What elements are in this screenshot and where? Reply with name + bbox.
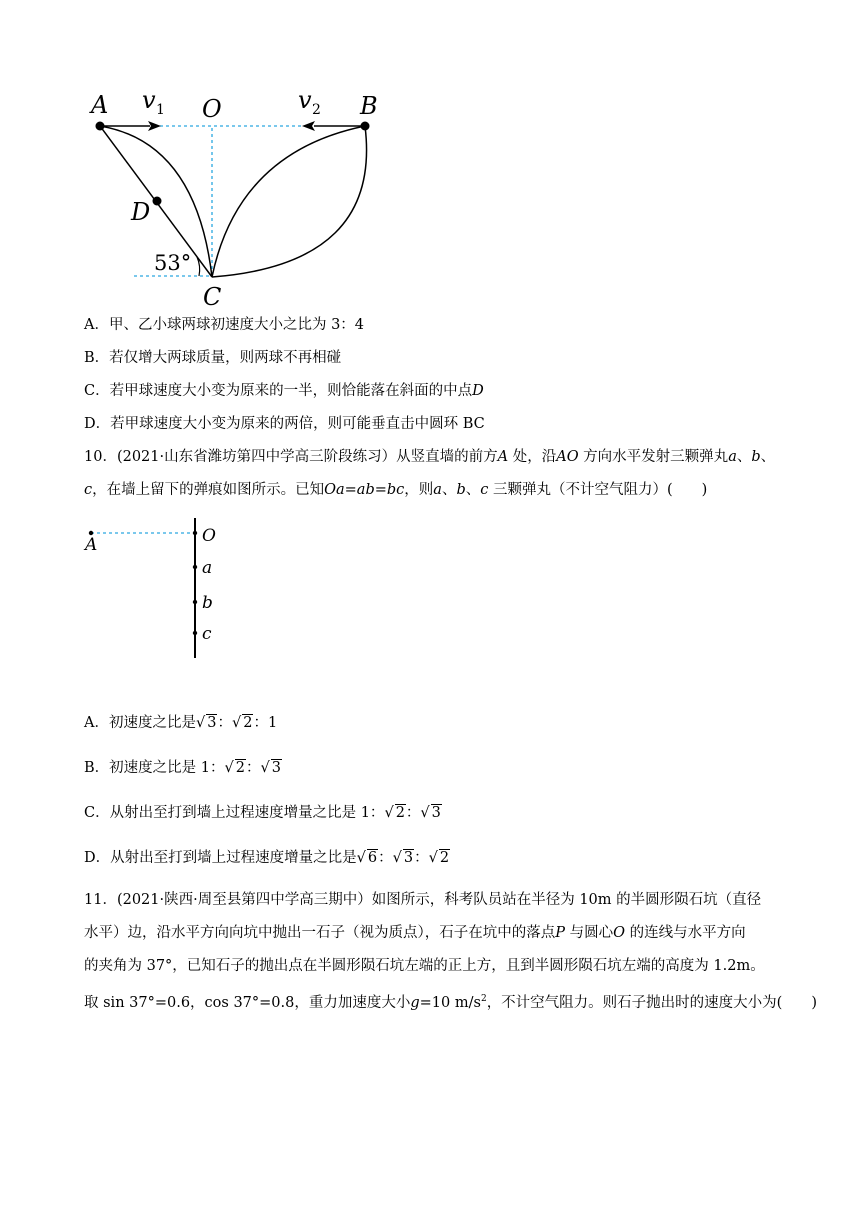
q9-option-a: A．甲、乙小球两球初速度大小之比为 3：4 [84, 317, 365, 333]
mark-b [193, 600, 197, 604]
q11-question [84, 884, 817, 1020]
sqrt-3: √ 3 [260, 760, 281, 776]
arrowhead-v2 [302, 121, 315, 131]
q11-line1: 11．(2021·陕西·周至县第四中学高三期中）如图所示，科考队员站在半径为 10m 的半圆形陨石坑（直径 [84, 892, 762, 908]
q10-question [84, 441, 784, 507]
mark-a [193, 565, 197, 569]
label-angle-53: 53° [154, 251, 192, 275]
label-B: B [360, 92, 378, 120]
q9-option-c [84, 381, 484, 401]
label-v1-sub: 1 [156, 102, 165, 118]
q10-option-b: B．初速度之比是 1：√ 2：√ 3 [84, 760, 281, 776]
label-v1: v [142, 86, 156, 114]
label-b: b [202, 593, 213, 613]
sqrt-3: √ 3 [195, 715, 217, 731]
q10-line1: 10．(2021·山东省潍坊第四中学高三阶段练习）从竖直墙的前方A 处，沿AO 方向水平发射三颗弹丸a、b、 [84, 449, 776, 465]
q10-option-a: A．初速度之比是√ 3：√ 2：1 [84, 715, 278, 731]
q11-line4: 取 sin 37°=0.6，cos 37°=0.8，重力加速度大小g=10 $m/s^2$，不计空气阻力。则石子抛出时的速度大小为( ) [84, 994, 817, 1011]
point-B [361, 122, 370, 131]
sqrt-2: √ 2 [428, 850, 450, 866]
q11-line2: 水平）边，沿水平方向向坑中抛出一石子（视为质点），石子在坑中的落点P 与圆心O 的连线与水平方向 [84, 925, 746, 941]
sqrt-3: √ 3 [392, 850, 414, 866]
label-v2-sub: 2 [312, 102, 321, 118]
sqrt-2: √ 2 [224, 760, 245, 776]
point-A [96, 122, 105, 131]
q9-option-c-text: C．若甲球速度大小变为原来的一半，则恰能落在斜面的中点 [84, 383, 473, 399]
q10-option-d: D．从射出至打到墙上过程速度增量之比是√ 6：√ 3：√ 2 [84, 850, 450, 866]
label-O: O [202, 526, 216, 546]
q9-option-c-point: D [472, 383, 484, 399]
label-D: D [131, 198, 151, 226]
label-a: a [202, 558, 213, 578]
label-C: C [203, 283, 222, 311]
label-A: A [85, 535, 98, 555]
label-v2: v [298, 86, 312, 114]
q9-option-d: D．若甲球速度大小变为原来的两倍，则可能垂直击中圆环 BC [84, 416, 485, 432]
mark-O [193, 531, 197, 535]
q10-option-c: C．从射出至打到墙上过程速度增量之比是 1：√ 2：√ 3 [84, 805, 441, 821]
label-O: O [202, 95, 222, 123]
q9-option-b: B．若仅增大两球质量，则两球不再相碰 [84, 350, 342, 366]
sqrt-6: √ 6 [356, 850, 378, 866]
q10-line2: c，在墙上留下的弹痕如图所示。已知Oa=ab=bc，则a、b、c 三颗弹丸（不计空气阻力）( ) [84, 482, 708, 498]
sqrt-2: √ 2 [384, 805, 405, 821]
sqrt-2: √ 2 [231, 715, 253, 731]
figure-semicircle-incline [80, 84, 410, 314]
label-A: A [91, 91, 109, 119]
semicircle-arc-right [212, 126, 367, 277]
label-c: c [202, 624, 212, 644]
sqrt-3: √ 3 [420, 805, 441, 821]
point-D [153, 197, 162, 206]
mark-c [193, 631, 197, 635]
figure-wall-bullets [80, 514, 240, 664]
semicircle-arc-left [212, 126, 365, 277]
q11-line3: 的夹角为 37°，已知石子的抛出点在半圆形陨石坑左端的正上方，且到半圆形陨石坑左端的高度为 1.2m。 [84, 958, 765, 974]
